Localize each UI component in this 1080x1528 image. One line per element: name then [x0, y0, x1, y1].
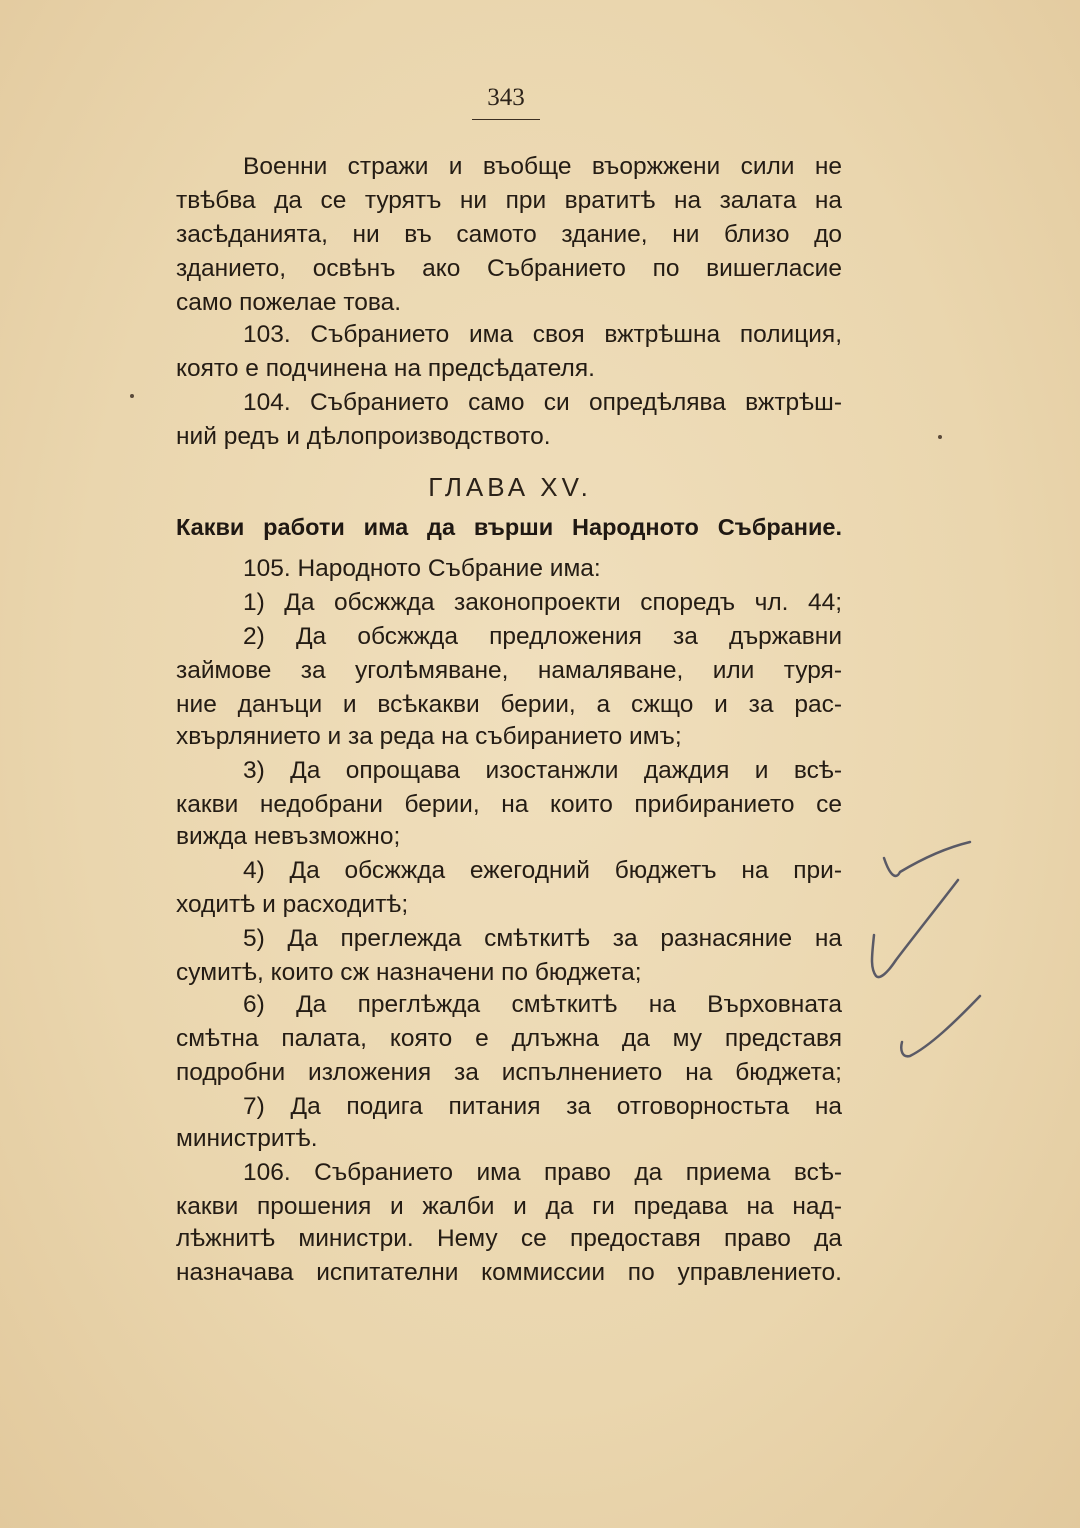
page-number: 343 — [487, 84, 525, 111]
text-line: какви прошения и жалби и да ги предава на над- — [176, 1193, 842, 1220]
text-line: ний редъ и дѣлопроизводството. — [176, 423, 551, 450]
text-line: 3) Да опрощава изостанжли даждия и всѣ- — [243, 757, 842, 784]
text-line: Военни стражи и въобще въоржжени сили не — [243, 153, 842, 180]
chapter-subtitle: Какви работи има да върши Народното Събрание. — [176, 514, 842, 540]
pencil-check-mark-icon — [884, 842, 970, 876]
text-line: 7) Да подига питания за отговорностьта на — [243, 1093, 842, 1120]
text-line: займове за уголѣмяване, намаляване, или туря- — [176, 657, 842, 684]
text-line: 104. Събранието само си опредѣлява вжтрѣш- — [243, 389, 842, 416]
text-line: 4) Да обсжжда ежегодний бюджетъ на при- — [243, 857, 842, 884]
text-line: вижда невъзможно; — [176, 823, 401, 850]
text-line: подробни изложения за испълнението на бюджета; — [176, 1059, 842, 1086]
text-line: ходитѣ и расходитѣ; — [176, 891, 409, 918]
text-line: хвърлянието и за реда на събиранието имъ; — [176, 723, 682, 750]
text-line: твѣбва да се турятъ ни при вратитѣ на залата на — [176, 187, 842, 214]
ink-speck — [938, 435, 942, 439]
text-line: зданието, освѣнъ ако Събранието по вишегласие — [176, 255, 842, 282]
text-line: 6) Да преглѣжда смѣткитѣ на Върховната — [243, 991, 842, 1018]
text-line: назначава испитателни коммиссии по управлението. — [176, 1259, 842, 1286]
text-line: само пожелае това. — [176, 289, 402, 316]
ink-speck — [130, 394, 134, 398]
text-line: какви недобрани берии, на които прибиранието се — [176, 791, 842, 818]
text-line: 105. Народното Събрание има: — [243, 555, 601, 582]
text-line: лѣжнитѣ министри. Нему се предоставя право да — [176, 1225, 842, 1252]
page-number-rule — [472, 119, 540, 120]
pencil-check-mark-icon — [872, 880, 958, 977]
text-line: 1) Да обсжжда законопроекти споредъ чл. 44; — [243, 589, 842, 616]
text-line: 5) Да преглежда смѣткитѣ за разнасяние на — [243, 925, 842, 952]
text-line: министритѣ. — [176, 1125, 318, 1152]
text-line: ние данъци и всѣкакви берии, а сжщо и за рас- — [176, 691, 842, 718]
text-line: сумитѣ, които сж назначени по бюджета; — [176, 959, 642, 986]
text-line: 106. Събранието има право да приема всѣ- — [243, 1159, 842, 1186]
text-line: 2) Да обсжжда предложения за държавни — [243, 623, 842, 650]
text-line: 103. Събранието има своя вжтрѣшна полиция, — [243, 321, 842, 348]
text-line: смѣтна палата, която е длъжна да му представя — [176, 1025, 842, 1052]
text-line: засѣданията, ни въ самото здание, ни близо до — [176, 221, 842, 248]
chapter-title: ГЛАВА XV. — [428, 472, 592, 502]
pencil-check-mark-icon — [901, 996, 980, 1056]
text-line: която е подчинена на предсѣдателя. — [176, 355, 595, 382]
